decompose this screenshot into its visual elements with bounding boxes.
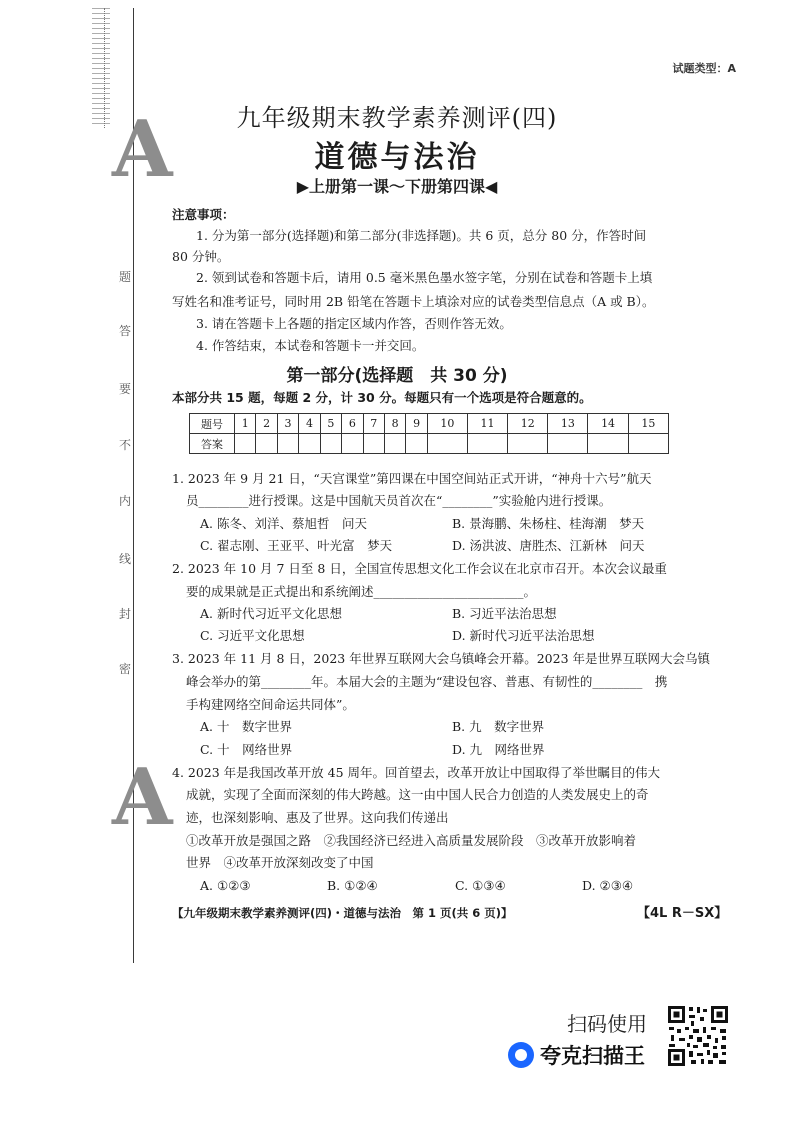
notes-heading: 注意事项： bbox=[172, 207, 235, 222]
question-3-option-c: C. 十 网络世界 bbox=[200, 742, 293, 757]
exam-title: 九年级期末教学素养测评(四) bbox=[236, 104, 558, 132]
answer-cell[interactable] bbox=[508, 434, 548, 454]
question-2-option-a: A. 新时代习近平文化思想 bbox=[200, 606, 342, 621]
answer-cell[interactable] bbox=[235, 434, 256, 454]
question-4-line: ①改革开放是强国之路 ②我国经济已经进入高质量发展阶段 ③改革开放影响着 bbox=[186, 833, 637, 848]
answer-cell[interactable] bbox=[588, 434, 628, 454]
watermark-letter-bottom: A bbox=[112, 752, 173, 843]
answer-cell[interactable] bbox=[256, 434, 277, 454]
answer-table bbox=[189, 413, 669, 454]
question-2-line: 要的成果就是正式提出和系统阐述________________________。 bbox=[186, 584, 537, 599]
answer-cell[interactable] bbox=[406, 434, 427, 454]
answer-cell[interactable] bbox=[467, 434, 507, 454]
answer-table-answer-row bbox=[190, 434, 669, 454]
question-number-cell: 1 bbox=[235, 414, 256, 434]
question-2-line: 2. 2023 年 10 月 7 日至 8 日，全国宣传思想文化工作会议在北京市召开。本次会议最重 bbox=[172, 561, 667, 576]
question-number-cell: 8 bbox=[384, 414, 405, 434]
answer-cell[interactable] bbox=[427, 434, 467, 454]
question-4-option-c: C. ①③④ bbox=[455, 878, 506, 893]
answer-cell[interactable] bbox=[299, 434, 320, 454]
question-number-cell: 11 bbox=[467, 414, 507, 434]
question-number-cell: 7 bbox=[363, 414, 384, 434]
question-2-option-b: B. 习近平法治思想 bbox=[452, 606, 557, 621]
table-row-label: 题号 bbox=[190, 414, 235, 434]
question-1-option-d: D. 汤洪波、唐胜杰、江新林 问天 bbox=[452, 538, 645, 553]
question-number-cell: 13 bbox=[548, 414, 588, 434]
binding-char: 要 bbox=[119, 382, 132, 396]
answer-cell[interactable] bbox=[342, 434, 363, 454]
page-footer-code: 【4L R－SX】 bbox=[637, 906, 728, 921]
answer-cell[interactable] bbox=[320, 434, 341, 454]
section-instruction: 本部分共 15 题，每题 2 分，计 30 分。每题只有一个选项是符合题意的。 bbox=[172, 390, 592, 405]
scan-to-use-label: 扫码使用 bbox=[567, 1012, 647, 1036]
question-number-cell: 2 bbox=[256, 414, 277, 434]
question-3-line: 3. 2023 年 11 月 8 日，2023 年世界互联网大会乌镇峰会开幕。2023 年是世界互联网大会乌镇 bbox=[172, 651, 711, 666]
qr-code-icon[interactable] bbox=[667, 1005, 729, 1067]
answer-cell[interactable] bbox=[363, 434, 384, 454]
question-number-cell: 12 bbox=[508, 414, 548, 434]
question-number-cell: 4 bbox=[299, 414, 320, 434]
section-title: 第一部分(选择题 共 30 分) bbox=[286, 366, 508, 386]
note-line: 写姓名和准考证号，同时用 2B 铅笔在答题卡上填涂对应的试卷类型信息点（A 或 B）。 bbox=[172, 294, 655, 309]
question-number-cell: 5 bbox=[320, 414, 341, 434]
answer-cell[interactable] bbox=[277, 434, 298, 454]
question-1-option-c: C. 翟志刚、王亚平、叶光富 梦天 bbox=[200, 538, 393, 553]
question-number-cell: 6 bbox=[342, 414, 363, 434]
exam-scope: ▶上册第一课～下册第四课◀ bbox=[296, 177, 498, 196]
note-line: 3. 请在答题卡上各题的指定区域内作答，否则作答无效。 bbox=[196, 316, 512, 331]
brand-name: 夸克扫描王 bbox=[540, 1044, 645, 1068]
question-3-option-a: A. 十 数字世界 bbox=[200, 719, 292, 734]
answer-cell[interactable] bbox=[384, 434, 405, 454]
question-2-option-d: D. 新时代习近平法治思想 bbox=[452, 628, 595, 643]
question-4-line: 迹，也深刻影响、惠及了世界。这向我们传递出 bbox=[186, 810, 449, 825]
note-line: 4. 作答结束，本试卷和答题卡一并交回。 bbox=[196, 338, 425, 353]
paper-type-label: 试题类型：A bbox=[672, 62, 736, 75]
note-line: 1. 分为第一部分(选择题)和第二部分(非选择题)。共 6 页，总分 80 分，作答时间 bbox=[196, 228, 647, 243]
question-4-option-b: B. ①②④ bbox=[327, 878, 378, 893]
question-number-cell: 10 bbox=[427, 414, 467, 434]
question-number-cell: 9 bbox=[406, 414, 427, 434]
question-2-option-c: C. 习近平文化思想 bbox=[200, 628, 305, 643]
page-footer-title: 【九年级期末教学素养测评(四)・道德与法治 第 1 页(共 6 页)】 bbox=[172, 906, 513, 920]
answer-cell[interactable] bbox=[628, 434, 668, 454]
note-line: 2. 领到试卷和答题卡后，请用 0.5 毫米黑色墨水签字笔，分别在试卷和答题卡上填 bbox=[196, 270, 653, 285]
subject-title: 道德与法治 bbox=[314, 140, 480, 175]
question-3-option-b: B. 九 数字世界 bbox=[452, 719, 545, 734]
question-3-line: 峰会举办的第________年。本届大会的主题为“建设包容、普惠、有韧性的________ 携 bbox=[186, 674, 668, 689]
question-3-line: 手构建网络空间命运共同体”。 bbox=[186, 697, 355, 712]
quark-logo-icon bbox=[508, 1042, 534, 1068]
answer-table-header-row bbox=[190, 414, 669, 434]
binding-char: 封 bbox=[119, 607, 132, 621]
question-1-option-a: A. 陈冬、刘洋、蔡旭哲 问天 bbox=[200, 516, 367, 531]
answer-cell[interactable] bbox=[548, 434, 588, 454]
question-1-option-b: B. 景海鹏、朱杨柱、桂海潮 梦天 bbox=[452, 516, 645, 531]
question-number-cell: 15 bbox=[628, 414, 668, 434]
question-1-line: 1. 2023 年 9 月 21 日，“天宫课堂”第四课在中国空间站正式开讲，“神舟十六号”航天 bbox=[172, 471, 652, 486]
question-number-cell: 14 bbox=[588, 414, 628, 434]
question-1-line: 员________进行授课。这是中国航天员首次在“________”实验舱内进行授课。 bbox=[186, 493, 612, 508]
binding-char: 线 bbox=[119, 552, 132, 566]
scanner-brand bbox=[508, 1041, 645, 1069]
binding-char: 不 bbox=[119, 438, 132, 452]
table-row-label: 答案 bbox=[190, 434, 235, 454]
question-4-line: 4. 2023 年是我国改革开放 45 周年。回首望去，改革开放让中国取得了举世瞩目的伟大 bbox=[172, 765, 661, 780]
question-4-line: 世界 ④改革开放深刻改变了中国 bbox=[186, 855, 374, 870]
note-line: 80 分钟。 bbox=[172, 249, 230, 264]
binding-char: 内 bbox=[119, 494, 132, 508]
watermark-letter-top: A bbox=[112, 104, 173, 195]
binding-char: 答 bbox=[119, 324, 132, 338]
question-4-line: 成就，实现了全面而深刻的伟大跨越。这一由中国人民合力创造的人类发展史上的奇 bbox=[186, 787, 649, 802]
question-3-option-d: D. 九 网络世界 bbox=[452, 742, 545, 757]
question-4-option-a: A. ①②③ bbox=[200, 878, 251, 893]
binding-char: 密 bbox=[119, 662, 132, 676]
question-4-option-d: D. ②③④ bbox=[582, 878, 634, 893]
binding-char: 题 bbox=[119, 270, 132, 284]
question-number-cell: 3 bbox=[277, 414, 298, 434]
